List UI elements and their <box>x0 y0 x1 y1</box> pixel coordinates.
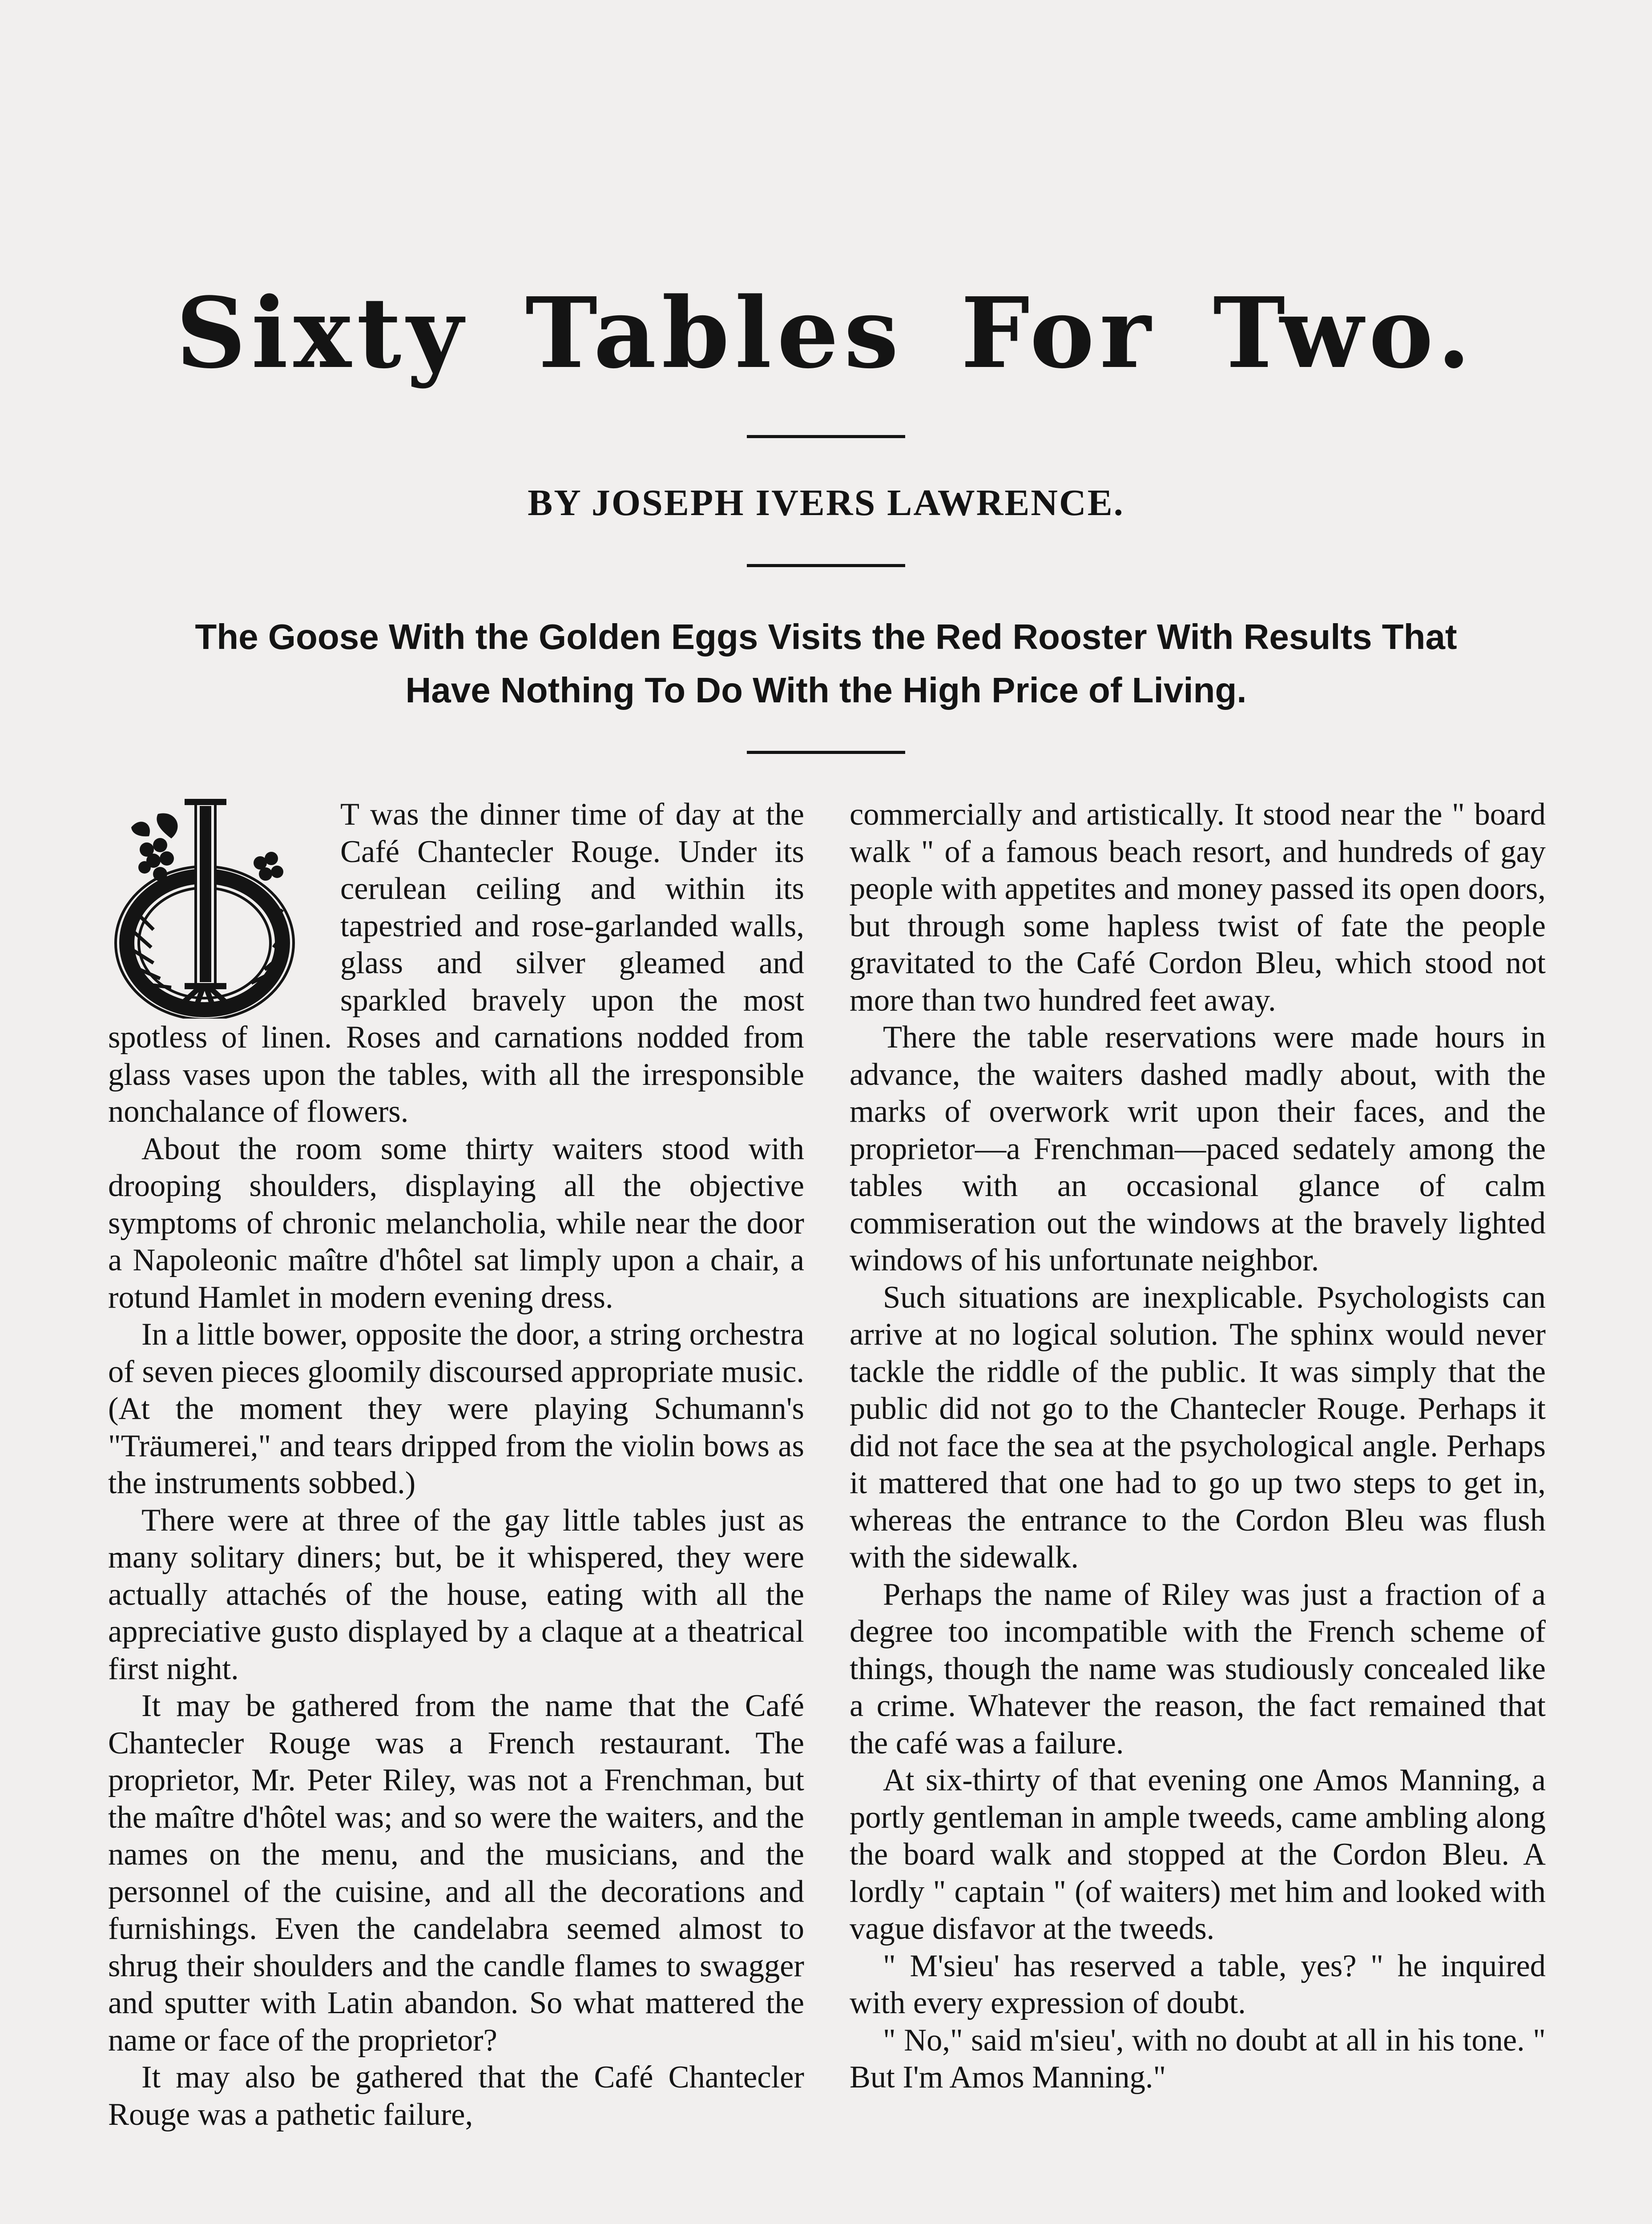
byline-rule <box>747 564 905 567</box>
byline: BY JOSEPH IVERS LAWRENCE. <box>528 482 1124 524</box>
paragraph-2: About the room some thirty waiters stood with drooping shoulders, displaying all the objective symptoms of chronic melancholia, while near the door a Napoleonic maître d'hôtel sat limply upon a chair, a rotund Hamlet in modern evening dress. <box>108 1131 804 1315</box>
paragraph-11: At six-thirty of that evening one Amos Manning, a portly gentleman in ample tweeds, came ambling along the board walk and stopped at the Cordon Bleu. A lordly " captain " (of waiters) met him and looked with vague disfavor at the tweeds. <box>850 1763 1546 1946</box>
ornamental-dropcap <box>105 796 331 1019</box>
deck-subtitle: The Goose With the Golden Eggs Visits the Red Rooster With Results That Have Nothing To Do With the High Price of Living. <box>195 617 1457 710</box>
paragraph-6: It may also be gathered that the Café Chantecler Rouge was a pathetic failure, <box>108 2060 804 2132</box>
deck-rule <box>747 751 905 754</box>
paragraph-10: Perhaps the name of Riley was just a fraction of a degree too incompatible with the French scheme of things, though the name was studiously concealed like a crime. Whatever the reason, the fact remained that the café was a failure. <box>850 1577 1546 1761</box>
paragraph-3: In a little bower, opposite the door, a string orchestra of seven pieces gloomily discoursed appropriate music. (At the moment they were playing Schumann's "Träumerei," and tears dripped from the violin bows as the instruments sobbed.) <box>108 1317 804 1500</box>
paragraph-1-text: T was the dinner time of day at the Café Chantecler Rouge. Under its cerulean ceiling and within its tapestried and rose-garlanded walls, glass and silver gleamed and sparkled bravely upon the most spotless of linen. Roses and carnations nodded from glass vases upon the tables, with all the irresponsible nonchalance of flowers. <box>108 797 804 1129</box>
right-column <box>850 796 1546 2096</box>
paragraph-9: Such situations are inexplicable. Psychologists can arrive at no logical solution. The sphinx would never tackle the riddle of the public. It was simply that the public did not go to the Chantecler Rouge. Perhaps it did not face the sea at the psychological angle. Perhaps it mattered that one had to go up two steps to get in, whereas the entrance to the Cordon Bleu was flush with the sidewalk. <box>850 1280 1546 1575</box>
paragraph-5: It may be gathered from the name that the Café Chantecler Rouge was a French restaurant. The proprietor, Mr. Peter Riley, was not a Frenchman, but the maître d'hôtel was; and so were the waiters, and the names on the menu, and the musicians, and the personnel of the cuisine, and all the decorations and furnishings. Even the candelabra seemed almost to shrug their shoulders and the candle flames to swagger and sputter with Latin abandon. So what mattered the name or face of the proprietor? <box>108 1688 804 2058</box>
left-column <box>108 796 804 2133</box>
story-title: Sixty Tables For Two. <box>176 276 1476 390</box>
title-rule <box>747 435 905 438</box>
paragraph-7: commercially and artistically. It stood near the " board walk " of a famous beach resort, and hundreds of gay people with appetites and money passed its open doors, but through some hapless twist of fate the people gravitated to the Café Cordon Bleu, which stood not more than two hundred feet away. <box>850 797 1546 1018</box>
paragraph-13: " No," said m'sieu', with no doubt at all in his tone. " But I'm Amos Manning." <box>850 2023 1546 2095</box>
paragraph-8: There the table reservations were made hours in advance, the waiters dashed madly about, with the marks of overwork writ upon their faces, and the proprietor—a Frenchman—paced sedately among the tables with an occasional glance of calm commiseration out the windows at the bravely lighted windows of his unfortunate neighbor. <box>850 1020 1546 1277</box>
paragraph-12: " M'sieu' has reserved a table, yes? " he inquired with every expression of doubt. <box>850 1948 1546 2020</box>
paragraph-4: There were at three of the gay little tables just as many solitary diners; but, be it whispered, they were actually attachés of the house, eating with all the appreciative gusto displayed by a claque at a theatrical first night. <box>108 1503 804 1686</box>
dropcap-wreath-icon <box>105 796 331 1019</box>
paragraph-1 <box>108 796 804 1131</box>
